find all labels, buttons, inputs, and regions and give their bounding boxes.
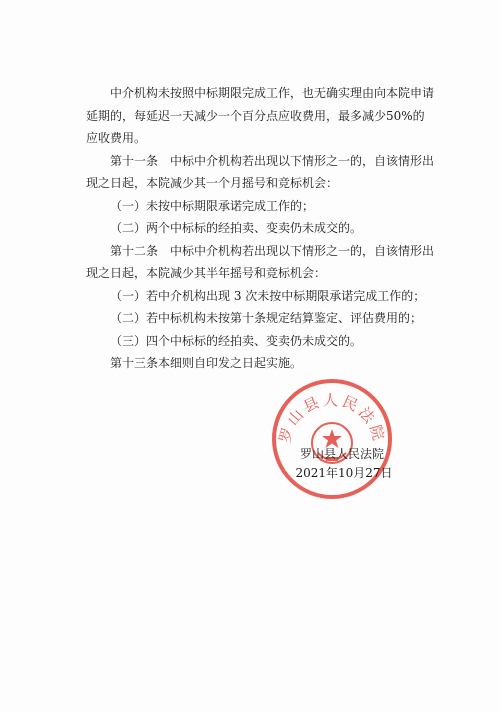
document-body <box>86 82 436 375</box>
signature-block <box>282 445 402 483</box>
article-11-item-2: （二）两个中标标的经拍卖、变卖仍未成交的。 <box>110 221 363 235</box>
article-12-item-3: （三）四个中标标的经拍卖、变卖仍未成交的。 <box>110 333 363 348</box>
article-11-heading: 第十一条 中标中介机构若出现以下情形之一的，自该情形出现之日起，本院减少其一个月摇号和竞标机会： <box>86 153 435 190</box>
seal-text: 罗山县人民法院 <box>275 391 389 446</box>
article-11-item-1: （一）未按中标期限承诺完成工作的； <box>110 198 315 213</box>
paragraph-penalty-delay: 中介机构未按照中标期限完成工作，也无确实理由向本院申请延期的，每延迟一天减少一个百分点应收费用，最多减少50%的应收费用。 <box>86 86 435 145</box>
signature-court-name: 罗山县人民法院 <box>299 447 384 461</box>
article-13: 第十三条本细则自印发之日起实施。 <box>110 356 303 370</box>
article-12-heading: 第十二条 中标中介机构若出现以下情形之一的，自该情形出现之日起，本院减少其半年摇号和竞标机会： <box>86 243 435 280</box>
article-12-item-1: （一）若中介机构出现 3 次未按中标期限承诺完成工作的； <box>110 288 426 303</box>
article-12-item-2: （二）若中标机构未按第十条规定结算鉴定、评估费用的； <box>110 311 423 325</box>
signature-date: 2021年10月27日 <box>295 466 393 480</box>
